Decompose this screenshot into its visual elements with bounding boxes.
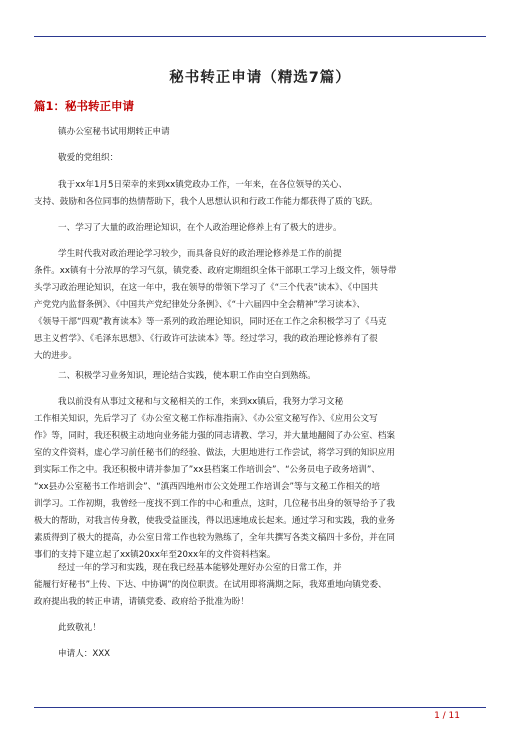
text-line: 支持、鼓励和各位同事的热情帮助下，我个人思想认识和行政工作能力都获得了质的飞跃。	[34, 197, 378, 207]
footer-rule	[34, 707, 486, 708]
paragraph-1	[34, 177, 488, 211]
text-line: 极大的帮助，对我言传身教，使我受益匪浅，得以迅速地成长起来。通过学习和实践，我的业务	[34, 516, 395, 526]
text-line: 学生时代我对政治理论学习较少，而具备良好的政治理论修养是工作的前提	[58, 249, 342, 259]
closing: 此致敬礼！	[58, 623, 101, 633]
text-line: 工作相关知识，先后学习了《办公室文秘工作标准指南》、《办公室文秘写作》、《应用公文写	[34, 414, 378, 424]
text-line: 我以前没有从事过文秘和与文秘相关的工作，来到xx镇后，我努力学习文秘	[58, 397, 344, 407]
text-line: 大的进步。	[34, 351, 77, 361]
heading-2: 二、积极学习业务知识，理论结合实践，使本职工作由空白到熟练。	[58, 371, 316, 381]
text-line: 我于xx年1月5日荣幸的来到xx镇党政办工作，一年来，在各位领导的关心、	[58, 180, 348, 190]
page-number: 1 / 11	[434, 711, 460, 721]
text-line: 头学习政治理论知识，在这一年中，我在领导的带领下学习了《“三个代表”读本》、《中国共	[34, 283, 379, 293]
text-line: 经过一年的学习和实践，现在我已经基本能够处理好办公室的日常工作，并	[58, 563, 342, 573]
text-line: “xx县办公室秘书工作培训会”、“滇西四地州市公文处理工作培训会”等与文秘工作相关的培	[34, 482, 380, 492]
text-line: 室的文件资料，虚心学习前任秘书们的经验、做法，大胆地进行工作尝试，将学习到的知识应用	[34, 448, 395, 458]
text-line: 条件。xx镇有十分浓厚的学习气氛，镇党委、政府定期组织全体干部职工学习上级文件，领导带	[34, 266, 397, 276]
text-line: 政府提出我的转正申请，请镇党委、政府给予批准为盼！	[34, 597, 249, 607]
text-line: 事们的支持下建立起了xx镇20xx年至20xx年的文件资料档案。	[34, 550, 276, 560]
document-title: 秘书转正申请（精选7篇）	[169, 70, 351, 86]
subtitle: 镇办公室秘书试用期转正申请	[58, 127, 170, 137]
text-line: 作》等，同时，我还积极主动地向业务能力强的同志请教、学习，并大量地翻阅了办公室、档案	[34, 431, 395, 441]
text-line: 能履行好秘书”上传、下达、中协调”的岗位职责。在试用即将满期之际，我郑重地向镇党委、	[34, 580, 387, 590]
heading-1: 一、学习了大量的政治理论知识，在个人政治理论修养上有了极大的进步。	[58, 223, 342, 233]
section-heading: 篇1：秘书转正申请	[34, 99, 135, 113]
paragraph-3	[34, 394, 488, 564]
text-line: 产党党内监督条例》、《中国共产党纪律处分条例》、《“十六届四中全会精神”学习读本》、	[34, 300, 366, 310]
text-line: 思主义哲学》、《毛泽东思想》、《行政许可法读本》等。经过学习，我的政治理论修养有了很	[34, 334, 378, 344]
signature: 申请人：XXX	[58, 649, 111, 659]
paragraph-2	[34, 246, 488, 365]
salutation: 敬爱的党组织：	[58, 153, 119, 163]
paragraph-4	[34, 560, 488, 611]
text-line: 《领导干部“四观”教育读本》等一系列的政治理论知识，同时还在工作之余积极学习了《马克	[34, 317, 387, 327]
text-line: 到实际工作之中。我还积极申请并参加了”xx县档案工作培训会”、“公务员电子政务培训”、	[34, 465, 380, 475]
text-line: 训学习。工作初期，我曾经一度找不到工作的中心和重点，这时，几位秘书出身的领导给予了我	[34, 499, 395, 509]
text-line: 素质得到了极大的提高，办公室日常工作也较为熟练了，全年共撰写各类文稿四十多份，并在同	[34, 533, 395, 543]
header-rule	[34, 36, 486, 37]
